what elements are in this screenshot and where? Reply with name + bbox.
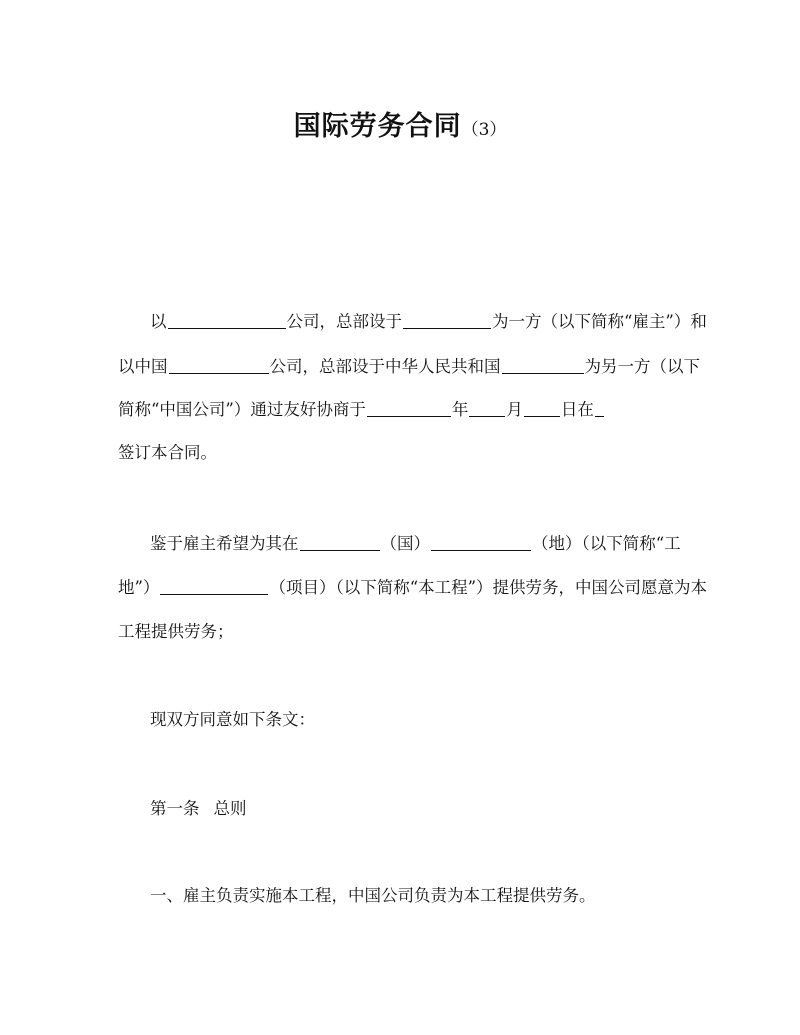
agreement-statement: 现双方同意如下条文： [150, 710, 315, 729]
blank-sign-day [524, 399, 560, 417]
text-segment: （地）（以下简称“工 [532, 534, 681, 553]
blank-china-company-name [169, 356, 269, 374]
preamble-line-3 [118, 398, 605, 422]
clause-1: 一、雇主负责实施本工程，中国公司负责为本工程提供劳务。 [150, 886, 596, 905]
text-segment: 为一方（以下简称“雇主”）和 [492, 312, 707, 331]
text-segment: 年 [451, 400, 469, 419]
text-segment: 以 [150, 312, 167, 331]
blank-employer-name [168, 311, 286, 329]
blank-sign-place [595, 399, 604, 417]
text-segment: （国） [380, 534, 430, 553]
blank-sign-month [469, 399, 505, 417]
recital-line-2 [118, 576, 707, 600]
text-segment: 简称“中国公司”）通过友好协商于 [118, 400, 366, 419]
text-segment: 为另一方（以下 [584, 357, 700, 376]
blank-employer-hq [403, 311, 491, 329]
blank-sign-year [367, 399, 451, 417]
text-segment: 鉴于雇主希望为其在 [150, 534, 299, 553]
document-title [0, 104, 800, 143]
blank-china-company-hq [502, 356, 584, 374]
text-segment: 月 [506, 400, 523, 419]
preamble-line-2 [118, 355, 700, 379]
article-name: 总则 [213, 799, 247, 818]
title-main: 国际劳务合同 [293, 111, 462, 142]
blank-location [431, 533, 531, 551]
article-number: 第一条 [150, 799, 200, 818]
article-1-heading [150, 797, 247, 821]
recital-line-3: 工程提供劳务； [118, 622, 234, 641]
text-segment: （项目）（以下简称“本工程”）提供劳务，中国公司愿意为本 [269, 578, 708, 597]
preamble-line-4: 签订本合同。 [118, 443, 217, 462]
text-segment: 公司，总部设于 [286, 312, 402, 331]
text-segment: 地”） [118, 578, 160, 597]
preamble-line-1 [150, 310, 707, 334]
blank-country [300, 533, 380, 551]
text-segment: 以中国 [118, 357, 168, 376]
recital-line-1 [150, 532, 681, 556]
text-segment: 日在 [560, 400, 594, 419]
title-number: （3） [461, 120, 507, 140]
text-segment: 公司，总部设于中华人民共和国 [269, 357, 501, 376]
blank-project [160, 577, 268, 595]
